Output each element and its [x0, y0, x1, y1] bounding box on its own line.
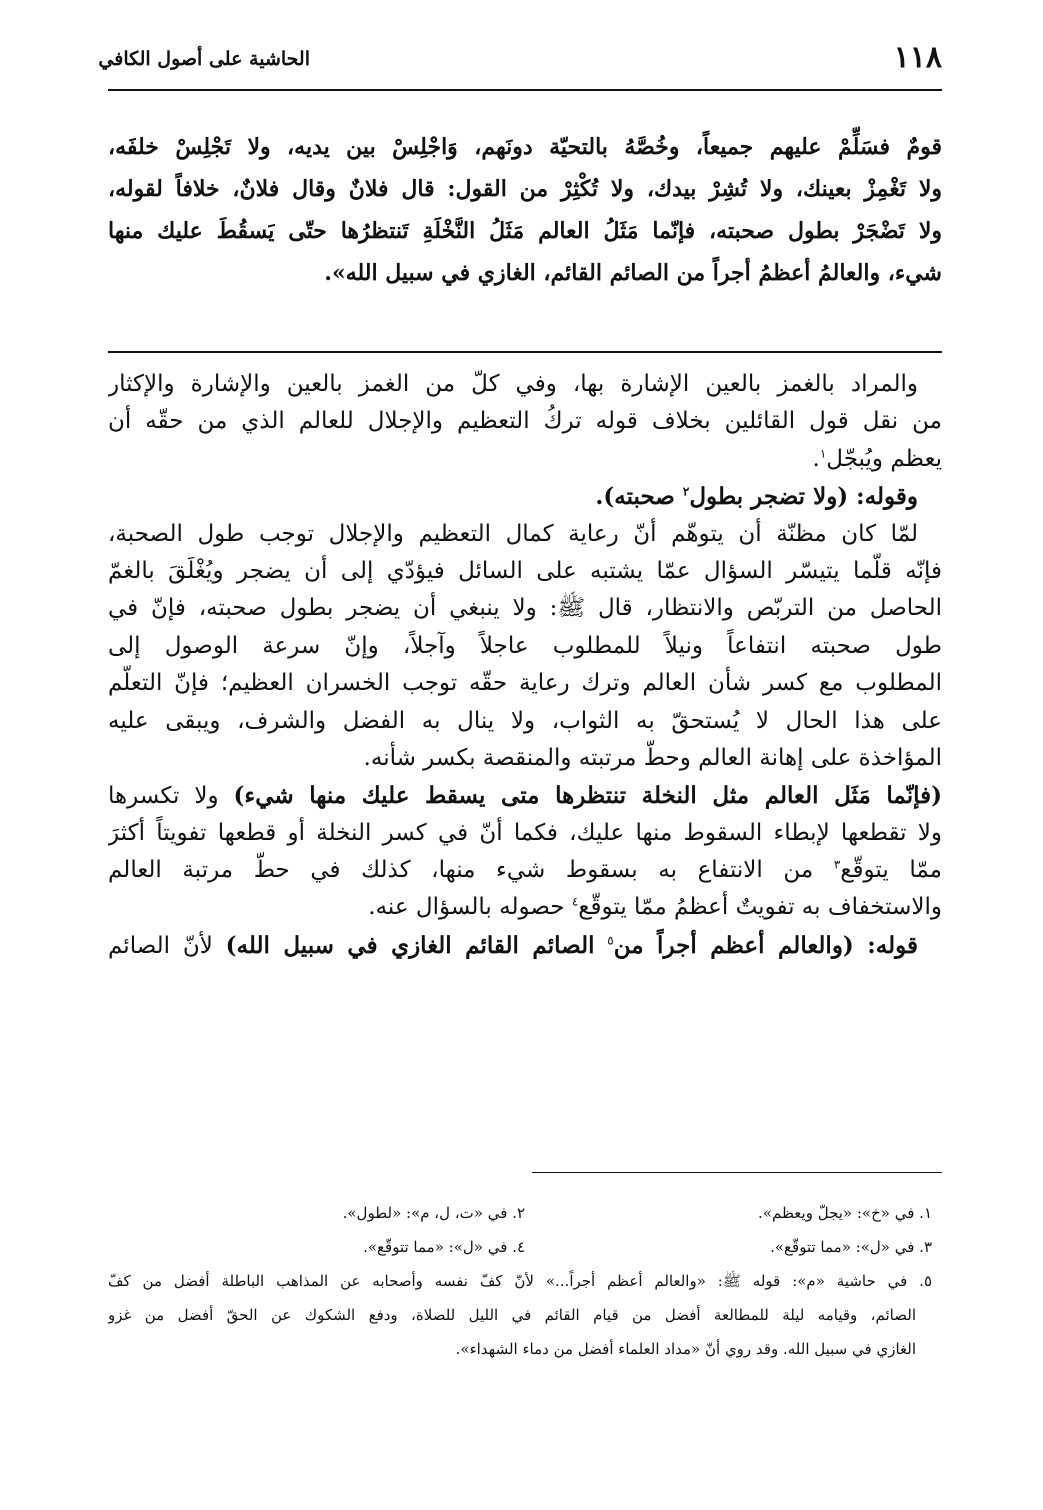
footnote-5-line: الغازي في سبيل الله. وقد روي أنّ «مداد العلماء أفضل من دماء الشهداء». — [455, 1340, 916, 1358]
page-number: ١١٨ — [893, 40, 942, 75]
running-title: الحاشية على أصول الكافي — [98, 48, 310, 70]
commentary-line: لمّا كان مظنّة أن يتوهّم أنّ رعاية كمال التعظيم والإجلال توجب طول الصحبة، — [108, 520, 918, 547]
lemma-line: قوله: (والعالم أعظم أجراً من$^٥$ الصائم القائم الغازي في سبيل الله) لأنّ الصائم — [108, 931, 918, 959]
commentary-line: والاستخفاف به تفويتٌ أعظمُ ممّا يتوقّع$^٤$ حصوله بالسؤال عنه. — [368, 894, 942, 921]
commentary-line: والمراد بالغمز بالعين الإشارة بها، وفي كلّ من الغمز بالعين والإشارة والإكثار — [108, 371, 918, 397]
footnotes — [108, 1196, 942, 1366]
commentary-line: الحاصل من التربّص والانتظار، قال ﷺ: ولا ينبغي أن يضجر بطول صحبته، فإنّ في — [108, 595, 942, 622]
commentary-line: على هذا الحال لا يُستحقّ به الثواب، ولا ينال به الفضل والشرف، ويبقى عليه — [108, 707, 942, 734]
footnote-ref-5: ٥ — [607, 933, 614, 948]
header-rule — [108, 89, 942, 91]
running-header — [98, 40, 942, 94]
footnote-row — [108, 1230, 942, 1264]
footnote-5 — [108, 1264, 942, 1366]
commentary-line: يعظم ويُبجّل$^١$. — [812, 445, 942, 472]
footnote-2: ٢. في «ت، ل، م»: «لطول». — [342, 1204, 525, 1222]
footnote-ref-4: ٤ — [571, 894, 579, 909]
footnote-3: ٣. في «ل»: «مما تتوقّع». — [770, 1238, 932, 1256]
hadith-line: ولا تَغْمِزْ بعينك، ولا تُشِرْ بيدك، ولا تُكْثِرْ من القول: قال فلانٌ وقال فلانٌ، خلافاً لقوله، — [108, 176, 942, 202]
footnote-ref-1: ١ — [819, 446, 827, 461]
hadith-text — [108, 126, 942, 294]
commentary-text — [108, 366, 942, 964]
footnote-row — [108, 1196, 942, 1230]
commentary-line: المطلوب مع كسر شأن العالم وترك رعاية حقّه توجب الخسران العظيم؛ فإنّ التعلّم — [108, 670, 942, 697]
footnote-separator — [532, 1172, 942, 1173]
commentary-line: فإنّه قلّما يتيسّر السؤال عمّا يشتبه على السائل فيؤدّي إلى أن يضجر ويُغْلَقَ بالغمّ — [108, 557, 942, 584]
footnote-4: ٤. في «ل»: «مما تتوقّع». — [363, 1238, 525, 1256]
footnote-5-line: ٥. في حاشية «م»: قوله ﷺ: «والعالم أعظم أجراً...» لأنّ كفّ نفسه وأصحابه عن المذاهب الباطلة أفضل من كفّ — [108, 1272, 932, 1290]
commentary-line: من نقل قول القائلين بخلاف قوله تركُ التعظيم والإجلال للعالم الذي من حقّه أن — [108, 408, 942, 435]
footnote-5-line: الصائم، وقيامه ليلة للمطالعة أفضل من قيام القائم في الليل للصلاة، ودفع الشكوك عن الحقّ أفضل من غزو — [108, 1306, 916, 1324]
footnote-ref-2: ٢ — [682, 484, 690, 499]
hadith-line: شيء، والعالمُ أعظمُ أجراً من الصائم القائم، الغازي في سبيل الله». — [324, 260, 942, 286]
hadith-line: ولا تَضْجَرْ بطول صحبته، فإنّما مَثَلُ العالم مَثَلُ النَّخْلَةِ تَنتظرُها حتّى يَسقُطَ عليك منها — [108, 218, 942, 244]
commentary-line: ممّا يتوقّع$^٣$ من الانتفاع به بسقوط شيء منها، كذلك في حطّ مرتبة العالم — [108, 857, 942, 884]
lemma-line: (فإنّما مَثَل العالم مثل النخلة تنتظرها متى يسقط عليك منها شيء) ولا تكسرها — [108, 782, 942, 810]
commentary-line: طول صحبته انتفاعاً ونيلاً للمطلوب عاجلاً وآجلاً، وإنّ سرعة الوصول إلى — [108, 632, 942, 659]
section-divider — [108, 351, 942, 353]
footnote-ref-3: ٣ — [833, 857, 841, 872]
footnote-1: ١. في «خ»: «يجلّ ويعظم». — [758, 1204, 932, 1222]
hadith-line: قومٌ فسَلِّمْ عليهم جميعاً، وخُصَّهُ بالتحيّة دونَهم، وَاجْلِسْ بين يديه، ولا تَجْلِسْ خلفَه، — [108, 134, 942, 160]
commentary-line: المؤاخذة على إهانة العالم وحطّ مرتبته والمنقصة بكسر شأنه. — [363, 744, 942, 771]
lemma-line: وقوله: (ولا تضجر بطول$^٢$ صحبته). — [595, 483, 918, 511]
commentary-line: ولا تقطعها لإبطاء السقوط منها عليك، فكما أنّ في كسر النخلة أو قطعها تفويتاً أكثرَ — [108, 819, 942, 846]
